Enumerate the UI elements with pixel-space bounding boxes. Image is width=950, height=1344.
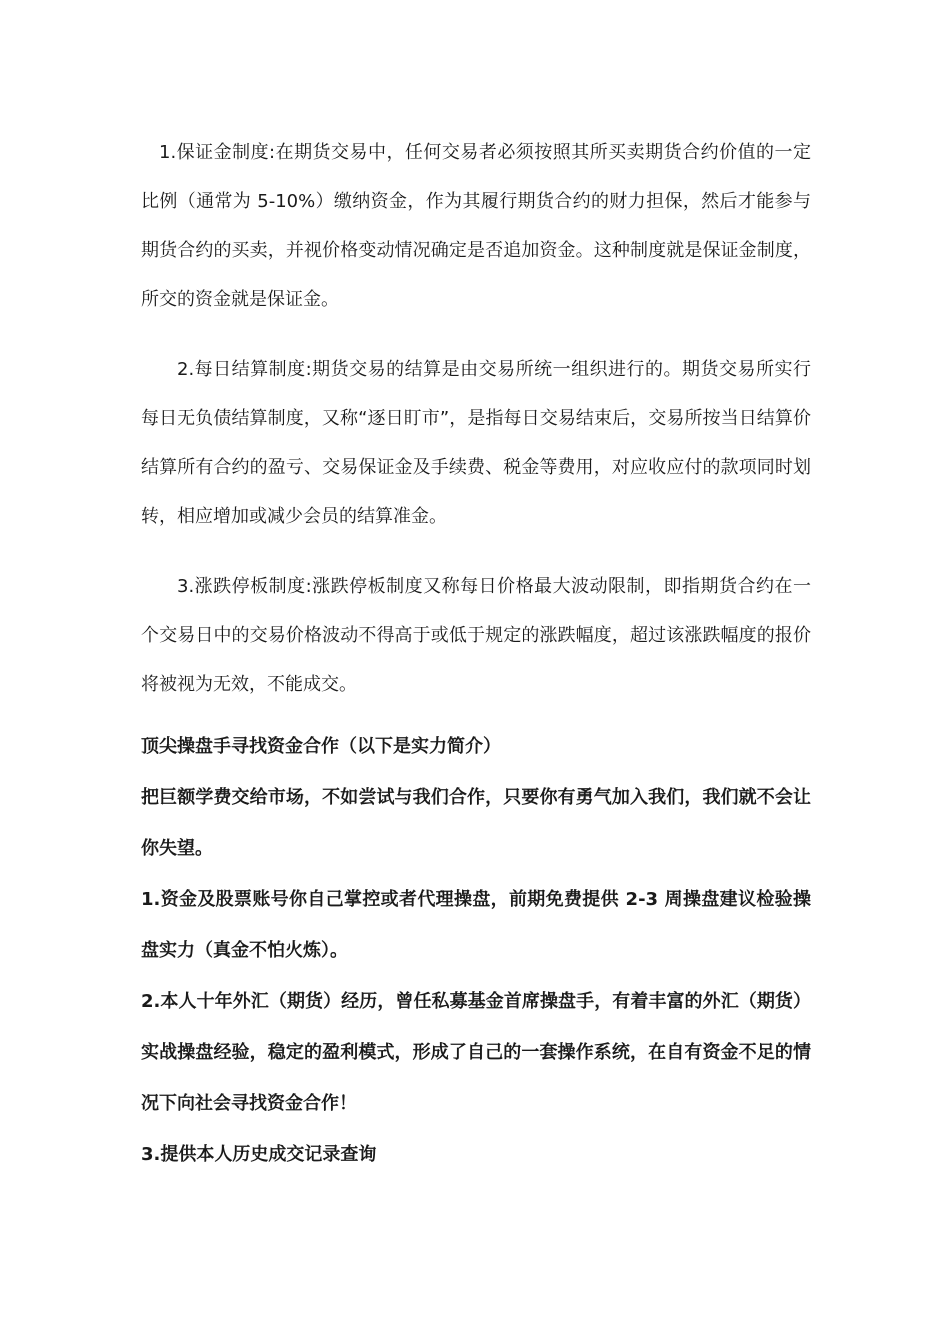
promo-heading: 顶尖操盘手寻找资金合作（以下是实力简介） — [141, 736, 501, 757]
rule-margin-paragraph: 1.保证金制度:在期货交易中，任何交易者必须按照其所买卖期货合约价值的一定比例（通常为 5-10%）缴纳资金，作为其履行期货合约的财力担保，然后才能参与期货合约的买卖，并视价格变动情况确定是否追加资金。这种制度就是保证金制度，所交的资金就是保证金。 — [141, 142, 811, 310]
promo-item-1: 1.资金及股票账号你自己掌控或者代理操盘，前期免费提供 2-3 周操盘建议检验操盘实力（真金不怕火炼）。 — [141, 889, 811, 961]
paragraph-spacer — [141, 541, 811, 562]
document-body — [141, 128, 811, 1180]
rule-price-limit-paragraph: 3.涨跌停板制度:涨跌停板制度又称每日价格最大波动限制，即指期货合约在一个交易日中的交易价格波动不得高于或低于规定的涨跌幅度，超过该涨跌幅度的报价将被视为无效，不能成交。 — [141, 576, 811, 695]
promo-item-3: 3.提供本人历史成交记录查询 — [141, 1144, 377, 1165]
promo-intro: 把巨额学费交给市场，不如尝试与我们合作，只要你有勇气加入我们，我们就不会让你失望。 — [141, 787, 811, 859]
rule-daily-settlement-paragraph: 2.每日结算制度:期货交易的结算是由交易所统一组织进行的。期货交易所实行每日无负债结算制度，又称“逐日盯市”，是指每日交易结束后，交易所按当日结算价结算所有合约的盈亏、交易保证金及手续费、税金等费用，对应收应付的款项同时划转，相应增加或减少会员的结算准金。 — [141, 359, 811, 527]
paragraph-spacer — [141, 709, 811, 721]
promo-item-2: 2.本人十年外汇（期货）经历，曾任私募基金首席操盘手，有着丰富的外汇（期货）实战操盘经验，稳定的盈利模式，形成了自己的一套操作系统，在自有资金不足的情况下向社会寻找资金合作！ — [141, 991, 811, 1114]
paragraph-spacer — [141, 324, 811, 345]
